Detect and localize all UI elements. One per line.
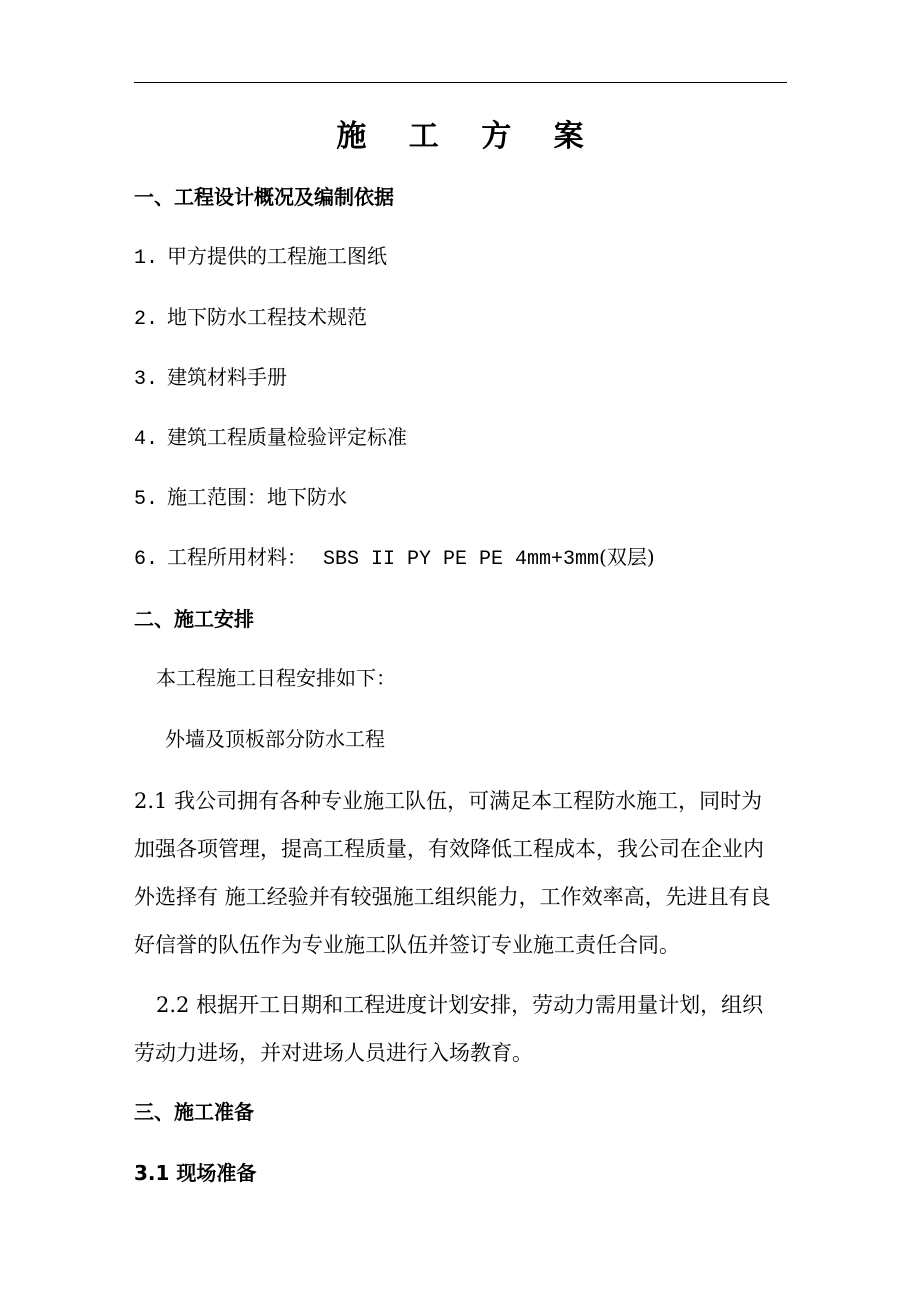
list-item-text: 地下防水工程技术规范 (167, 305, 367, 329)
list-item-number: 2. (134, 308, 159, 331)
paragraph-line: 好信誉的队伍作为专业施工队伍并签订专业施工责任合同。 (134, 933, 680, 957)
list-item-number: 1. (134, 247, 159, 270)
list-item (134, 362, 287, 395)
list-item (134, 542, 655, 575)
list-item (134, 302, 367, 335)
list-item-text: 建筑工程质量检验评定标准 (167, 425, 407, 449)
header-rule (134, 82, 787, 83)
section3-heading: 三、施工准备 (134, 1100, 254, 1124)
paragraph-line: 2.2 根据开工日期和工程进度计划安排，劳动力需用量计划，组织 (156, 993, 764, 1017)
section1-heading: 一、工程设计概况及编制依据 (134, 185, 394, 209)
section3-subheading: 3.1 现场准备 (134, 1161, 257, 1185)
list-item-number: 5. (134, 488, 159, 511)
schedule-subheading: 外墙及顶板部分防水工程 (165, 727, 385, 751)
list-item-number: 6. (134, 548, 159, 571)
list-item-text: 工程所用材料： (167, 545, 307, 569)
material-spec: SBS II PY PE PE 4mm+3mm (323, 548, 600, 571)
list-item-number: 4. (134, 428, 159, 451)
document-title: 施 工 方 案 (336, 119, 600, 154)
list-item-number: 3. (134, 368, 159, 391)
list-item (134, 482, 347, 515)
paragraph-line: 外选择有 施工经验并有较强施工组织能力，工作效率高，先进且有良 (134, 885, 771, 909)
list-item-text: 甲方提供的工程施工图纸 (167, 244, 387, 268)
list-item-text: 建筑材料手册 (167, 365, 287, 389)
paragraph-line: 劳动力进场，并对进场人员进行入场教育。 (134, 1041, 533, 1065)
paragraph-line: 2.1 我公司拥有各种专业施工队伍，可满足本工程防水施工，同时为 (134, 789, 763, 813)
list-item-text: 施工范围：地下防水 (167, 485, 347, 509)
material-suffix: (双层) (599, 545, 655, 569)
section2-heading: 二、施工安排 (134, 607, 254, 631)
list-item (134, 422, 407, 455)
schedule-intro: 本工程施工日程安排如下： (156, 666, 396, 690)
list-item (134, 241, 387, 274)
paragraph-line: 加强各项管理，提高工程质量，有效降低工程成本，我公司在企业内 (134, 837, 764, 861)
